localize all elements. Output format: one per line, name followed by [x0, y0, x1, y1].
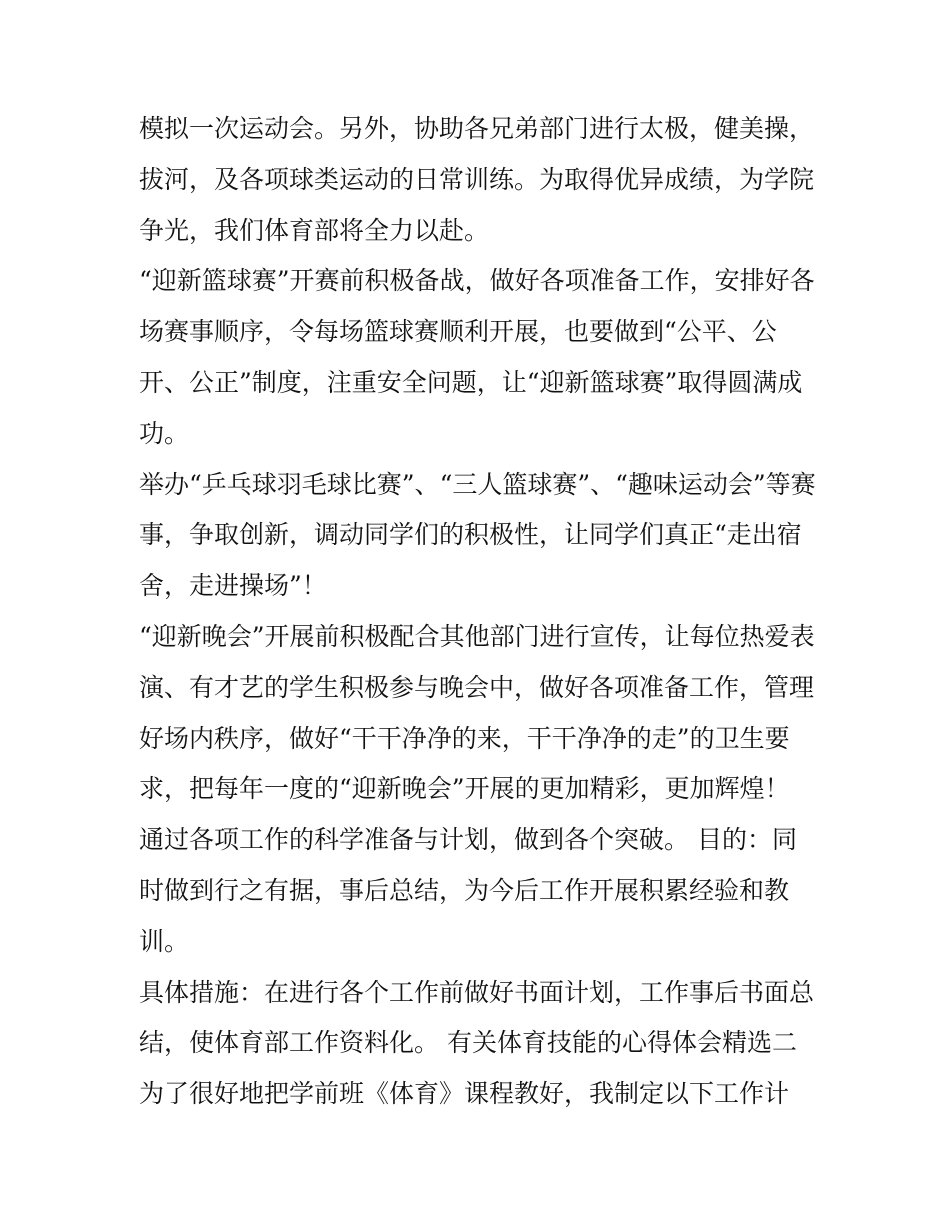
- text-line: 好场内秩序，做好“干干净净的来，干干净净的走”的卫生要: [139, 723, 790, 753]
- text-line: 开、公正”制度，注重安全问题，让“迎新篮球赛”取得圆满成: [139, 367, 803, 397]
- text-line: “迎新晚会”开展前积极配合其他部门进行宣传，让每位热爱表: [139, 621, 815, 651]
- text-line: 时做到行之有据，事后总结，为今后工作开展积累经验和教: [139, 875, 790, 905]
- text-line: 争光，我们体育部将全力以赴。: [139, 215, 490, 245]
- document-body: [139, 104, 819, 1120]
- text-line: 求，把每年一度的“迎新晚会”开展的更加精彩，更加辉煌！: [139, 774, 790, 804]
- text-line: 功。: [139, 418, 190, 448]
- text-line: 举办“乒乓球羽毛球比赛”、“三人篮球赛”、“趣味运动会”等赛: [139, 469, 816, 499]
- text-line: “迎新篮球赛”开赛前积极备战，做好各项准备工作，安排好各: [139, 266, 815, 296]
- text-line: 场赛事顺序，令每场篮球赛顺利开展，也要做到“公平、公: [139, 317, 777, 347]
- text-line: 舍，走进操场”！: [139, 571, 327, 601]
- text-line: 通过各项工作的科学准备与计划，做到各个突破。 目的：同: [139, 825, 797, 855]
- text-line: 事，争取创新，调动同学们的积极性，让同学们真正“走出宿: [139, 520, 802, 550]
- text-line: 训。: [139, 926, 190, 956]
- text-line: 拔河，及各项球类运动的日常训练。为取得优异成绩，为学院: [139, 164, 815, 194]
- text-line: 为了很好地把学前班《体育》课程教好，我制定以下工作计: [139, 1079, 790, 1109]
- text-line: 模拟一次运动会。另外，协助各兄弟部门进行太极，健美操，: [139, 114, 815, 143]
- text-line: 结，使体育部工作资料化。 有关体育技能的心得体会精选二: [139, 1028, 797, 1058]
- text-line: 具体措施：在进行各个工作前做好书面计划，工作事后书面总: [139, 977, 815, 1007]
- text-line: 演、有才艺的学生积极参与晚会中，做好各项准备工作，管理: [139, 672, 815, 702]
